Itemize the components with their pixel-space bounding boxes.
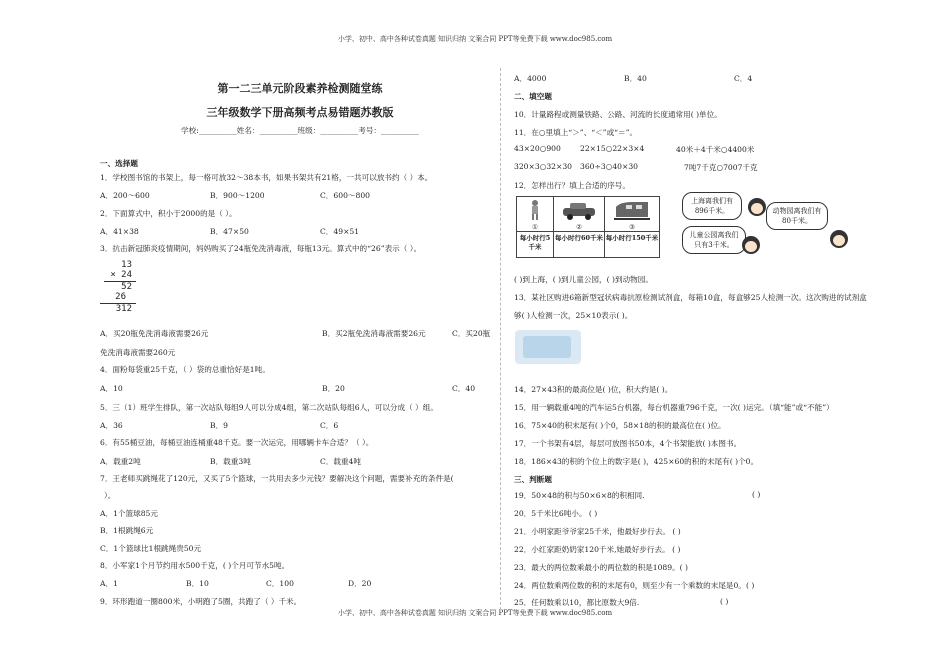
question-6: 6．有55桶豆油，每桶豆油连桶重48千克。要一次运完，用哪辆卡车合适？（ ）。 bbox=[100, 438, 374, 447]
transport-num-2: ② bbox=[576, 223, 582, 231]
bubble-shanghai: 上海离我们有896千米。 bbox=[682, 192, 742, 220]
question-2: 2．下面算式中，积小于2000的是（ ）。 bbox=[100, 209, 237, 218]
question-25-blank: ( ) bbox=[720, 597, 729, 606]
question-7: 7．王老师买跳绳花了120元，又买了5个篮球，一共用去多少元钱？要解决这个问题，需要补充的条件是( bbox=[100, 474, 454, 483]
question-17: 17．一个书架有4层，每层可放图书50本，4个书架能放( )本图书。 bbox=[514, 439, 742, 448]
page-header: 小学、初中、高中各种试卷真题 知识归纳 文案合同 PPT等免费下载 www.doc985.com bbox=[337, 35, 613, 43]
question-20: 20．5千米比6吨小。 ( ) bbox=[514, 509, 598, 518]
transport-speed-3: 每小时行150千米 bbox=[605, 231, 659, 242]
walking-person-icon bbox=[525, 199, 545, 221]
q11-item-4: 320×3○32×30 bbox=[514, 162, 573, 171]
calc-row-4: 26 bbox=[115, 292, 126, 302]
child-boy-icon bbox=[748, 198, 766, 216]
question-13-cont: 够( )人检测一次，25×10表示( )。 bbox=[514, 311, 633, 320]
q9-option-a: A．4000 bbox=[514, 74, 547, 83]
question-25: 25．任何数乘以10，都比原数大9倍. bbox=[514, 598, 640, 607]
q2-option-a: A．41×38 bbox=[100, 227, 139, 236]
question-4: 4．面粉每袋重25千克，（ ）袋的总重恰好是1吨。 bbox=[100, 365, 270, 374]
transport-speed-2: 每小时行60千米 bbox=[554, 231, 604, 242]
q3-option-b: B．买2瓶免洗消毒液需要26元 bbox=[322, 329, 426, 338]
student-info-line: 学校:__________姓名：__________班级：__________考号：__________ bbox=[181, 126, 419, 135]
q3-option-a: A．买20瓶免洗消毒液需要26元 bbox=[100, 329, 209, 338]
question-13: 13．某社区购进6箱新型冠状病毒抗原检测试剂盒，每箱10盒，每盒够25人检测一次。这次购进的试剂盒 bbox=[514, 293, 867, 302]
q8-option-a: A．1 bbox=[100, 579, 118, 588]
q8-option-d: D．20 bbox=[348, 579, 372, 588]
q6-option-a: A．载重2吨 bbox=[100, 457, 141, 466]
q11-item-3: 40米＋4千米○4400米 bbox=[676, 145, 755, 154]
question-12: 12．怎样出行？填上合适的序号。 bbox=[514, 181, 630, 190]
q6-option-c: C．载重4吨 bbox=[320, 457, 362, 466]
child-boy2-icon bbox=[742, 236, 760, 254]
page-footer: 小学、初中、高中各种试卷真题 知识归纳 文案合同 PPT等免费下载 www.doc985.com bbox=[337, 609, 613, 617]
question-14: 14．27×43积的最高位是( )位，积大约是( )。 bbox=[514, 385, 673, 394]
q5-option-a: A．36 bbox=[100, 421, 123, 430]
question-12-answer: ( )到上海，( )到儿童公园，( )到动物园。 bbox=[514, 275, 653, 284]
q7-option-a: A．1个篮球85元 bbox=[100, 509, 158, 518]
q11-item-2: 22×15○22×3×4 bbox=[580, 144, 645, 153]
child-girl-icon bbox=[830, 230, 848, 248]
q6-option-b: B．载重3吨 bbox=[210, 457, 251, 466]
q3-vertical-calculation bbox=[92, 260, 152, 320]
question-24: 24．两位数乘两位数的积的末尾有0，则至少有一个乘数的末尾是0。( ) bbox=[514, 581, 755, 590]
section-judgement: 三、判断题 bbox=[514, 475, 552, 484]
q8-option-b: B．10 bbox=[186, 579, 209, 588]
test-kit-box-image bbox=[515, 330, 581, 364]
question-19: 19．50×48的积与50×6×8的积相同. bbox=[514, 491, 645, 500]
q11-item-6: 7吨7千克○7007千克 bbox=[684, 163, 758, 172]
calc-row-1: 13 bbox=[121, 260, 132, 270]
calc-row-2: × 24 bbox=[110, 270, 132, 280]
question-15: 15．用一辆载重4吨的汽车运5台机器，每台机器重796千克，一次( )运完。（填“能”或“不能”） bbox=[514, 403, 834, 412]
section-choice: 一、选择题 bbox=[100, 159, 138, 168]
q4-option-b: B．20 bbox=[322, 384, 345, 393]
transport-num-3: ③ bbox=[629, 223, 635, 231]
question-8: 8．小军家1个月节约用水500千克，( )个月可节水5吨。 bbox=[100, 561, 290, 570]
q11-item-1: 43×20○900 bbox=[514, 144, 561, 153]
q7-option-c: C．1个篮球比1根跳绳贵50元 bbox=[100, 544, 202, 553]
car-icon bbox=[560, 199, 598, 221]
question-18: 18．186×43的积的个位上的数字是( )，425×60的积的末尾有( )个0。 bbox=[514, 457, 759, 466]
q7-option-b: B．1根跳绳6元 bbox=[100, 526, 154, 535]
question-19-blank: ( ) bbox=[752, 490, 761, 499]
calc-row-3: 52 bbox=[121, 282, 132, 292]
transport-cell-walk bbox=[517, 197, 554, 257]
question-11: 11．在○里填上“＞”、“＜”或“＝”。 bbox=[514, 128, 638, 137]
bubble-park: 儿童公园离我们只有3千米。 bbox=[682, 226, 746, 254]
q2-option-c: C．49×51 bbox=[320, 227, 360, 236]
q12-transport-table bbox=[516, 196, 660, 258]
question-23: 23．最大的两位数乘最小的两位数的积是1089。( ) bbox=[514, 563, 689, 572]
column-divider bbox=[500, 68, 501, 610]
q8-option-c: C．100 bbox=[266, 579, 294, 588]
q9-option-b: B．40 bbox=[624, 74, 647, 83]
q5-option-b: B．9 bbox=[210, 421, 229, 430]
question-3: 3．抗击新冠肺炎疫情期间，妈妈购买了24瓶免洗消毒液，每瓶13元。算式中的“26”表示（ ）。 bbox=[100, 244, 422, 253]
question-1: 1．学校图书馆的书架上，每一格可放32～38本书，如果书架共有21格，一共可以放书约（ ）本。 bbox=[100, 173, 433, 182]
question-7-cont: ）。 bbox=[104, 491, 116, 500]
question-16: 16．75×40的积末尾有( )个0，58×18的积的最高位在( )位。 bbox=[514, 421, 726, 430]
q9-option-c: C．4 bbox=[734, 74, 753, 83]
exam-subtitle: 三年级数学下册高频考点易错题苏教版 bbox=[206, 106, 394, 119]
q1-option-b: B．900～1200 bbox=[210, 191, 265, 200]
section-fill-in: 二、填空题 bbox=[514, 92, 552, 101]
q1-option-c: C．600～800 bbox=[320, 191, 370, 200]
q4-option-a: A．10 bbox=[100, 384, 123, 393]
question-10: 10．计量路程或测量铁路、公路、河流的长度通常用( )单位。 bbox=[514, 110, 722, 119]
question-9: 9．环形跑道一圈800米，小明跑了5圈，共跑了（ ）千米。 bbox=[100, 597, 302, 606]
question-21: 21．小明家距爷爷家25千米，他最好步行去。 ( ) bbox=[514, 527, 681, 536]
calc-row-5: 312 bbox=[115, 304, 132, 314]
train-icon bbox=[612, 199, 652, 221]
q3-option-c-cont: 免洗消毒液需要260元 bbox=[100, 348, 176, 357]
transport-cell-train bbox=[605, 197, 659, 257]
transport-speed-1: 每小时行5千米 bbox=[517, 231, 553, 251]
exam-title: 第一二三单元阶段素养检测随堂练 bbox=[217, 82, 383, 95]
transport-cell-car bbox=[554, 197, 605, 257]
question-5: 5．三（1）班学生排队，第一次站队每组9人可以分成4组，第二次站队每组6人，可以分成（ ）组。 bbox=[100, 403, 438, 412]
q5-option-c: C．6 bbox=[320, 421, 339, 430]
q3-option-c: C．买20瓶 bbox=[452, 329, 491, 338]
question-22: 22．小红家距奶奶家120千米,她最好步行去。 ( ) bbox=[514, 545, 681, 554]
q11-item-5: 360÷3○40×30 bbox=[580, 162, 639, 171]
q2-option-b: B．47×50 bbox=[210, 227, 249, 236]
q1-option-a: A．200～600 bbox=[100, 191, 150, 200]
bubble-zoo: 动物园离我们有80千米。 bbox=[766, 202, 828, 230]
q4-option-c: C．40 bbox=[452, 384, 476, 393]
transport-num-1: ① bbox=[532, 223, 538, 231]
